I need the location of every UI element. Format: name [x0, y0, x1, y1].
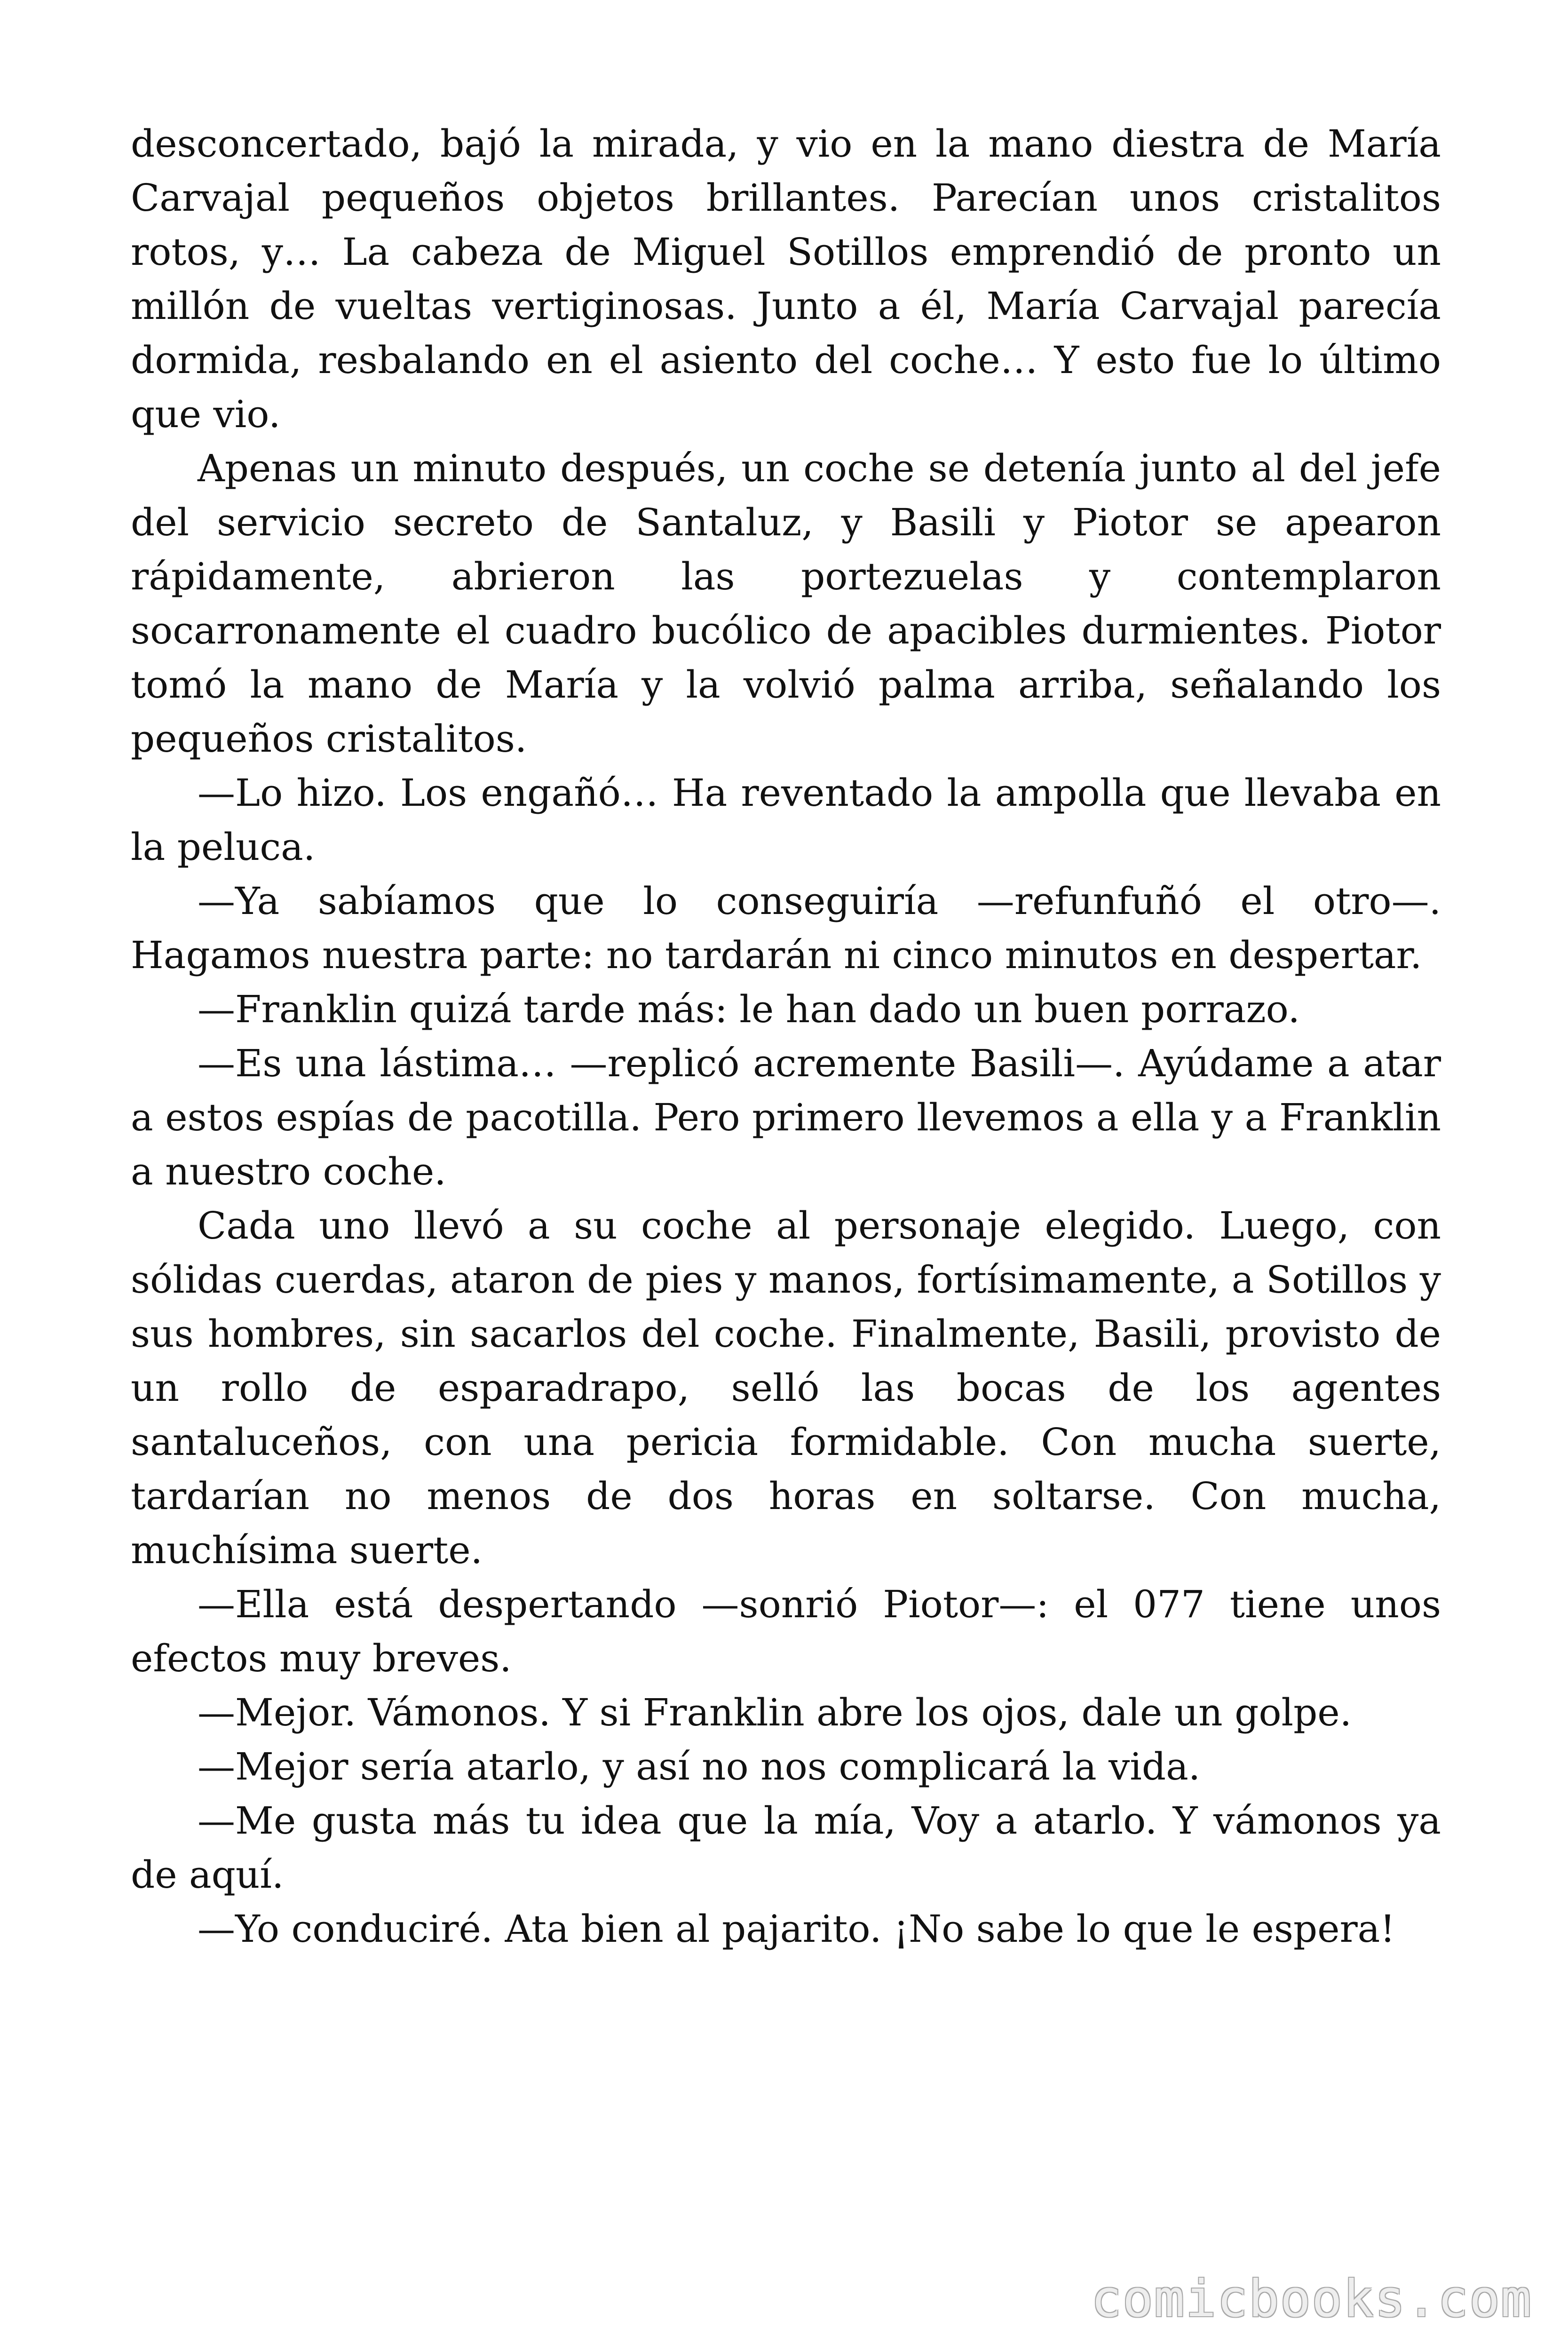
paragraph: —Ya sabíamos que lo conseguiría —refunfuñó el otro—. Hagamos nuestra parte: no tardarán ni cinco minutos en despertar. — [131, 879, 1441, 977]
page-body — [131, 117, 1441, 1956]
paragraph: —Mejor sería atarlo, y así no nos complicará la vida. — [198, 1745, 1201, 1788]
watermark: comicbooks.com — [1091, 2270, 1532, 2328]
paragraph: desconcertado, bajó la mirada, y vio en la mano diestra de María Carvajal pequeños objetos brillantes. Parecían unos cristalitos rotos, y… La cabeza de Miguel Sotillos emprendió de pronto un millón de vueltas vertiginosas. Junto a él, María Carvajal parecía dormida, resbalando en el asiento del coche… Y esto fue lo último que vio. — [131, 122, 1441, 436]
paragraph: —Ella está despertando —sonrió Piotor—: el 077 tiene unos efectos muy breves. — [131, 1582, 1441, 1680]
paragraph: —Me gusta más tu idea que la mía, Voy a atarlo. Y vámonos ya de aquí. — [131, 1799, 1441, 1897]
paragraph: Apenas un minuto después, un coche se detenía junto al del jefe del servicio secreto de Santaluz, y Basili y Piotor se apearon rápidamente, abrieron las portezuelas y contemplaron socarronamente el cuadro bucólico de apacibles durmientes. Piotor tomó la mano de María y la volvió palma arriba, señalando los pequeños cristalitos. — [131, 446, 1441, 761]
paragraph: —Mejor. Vámonos. Y si Franklin abre los ojos, dale un golpe. — [198, 1691, 1352, 1734]
paragraph: —Franklin quizá tarde más: le han dado un buen porrazo. — [198, 987, 1300, 1031]
paragraph: —Es una lástima… —replicó acremente Basili—. Ayúdame a atar a estos espías de pacotilla. Pero primero llevemos a ella y a Franklin a nuestro coche. — [131, 1041, 1441, 1193]
paragraph: —Yo conduciré. Ata bien al pajarito. ¡No sabe lo que le espera! — [198, 1907, 1395, 1951]
paragraph: Cada uno llevó a su coche al personaje elegido. Luego, con sólidas cuerdas, ataron de pies y manos, fortísimamente, a Sotillos y sus hombres, sin sacarlos del coche. Finalmente, Basili, provisto de un rollo de esparadrapo, selló las bocas de los agentes santaluceños, con una pericia formidable. Con mucha suerte, tardarían no menos de dos horas en soltarse. Con mucha, muchísima suerte. — [131, 1204, 1441, 1572]
paragraph: —Lo hizo. Los engañó… Ha reventado la ampolla que llevaba en la peluca. — [131, 771, 1441, 869]
